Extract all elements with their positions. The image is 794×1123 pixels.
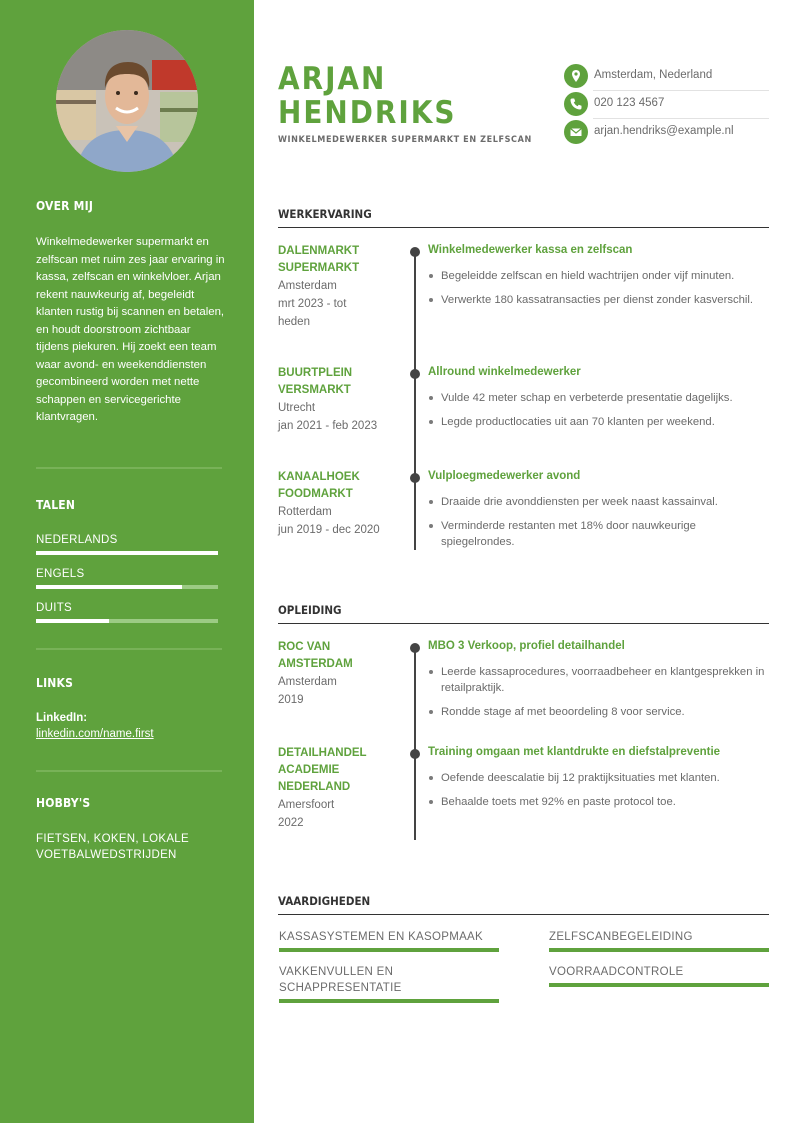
experience-meta xyxy=(278,503,398,539)
education-meta xyxy=(278,673,398,709)
skill-bar xyxy=(549,983,769,987)
education-bullet: Rondde stage af met beoordeling 8 voor service. xyxy=(441,704,771,720)
language-level-fill xyxy=(36,619,109,623)
skill-label: KASSASYSTEMEN EN KASOPMAAK xyxy=(279,931,483,943)
languages-heading: TALEN xyxy=(36,498,76,512)
timeline-dot xyxy=(410,369,420,379)
experience-period: jun 2019 - dec 2020 xyxy=(278,524,380,536)
skill-bar xyxy=(279,999,499,1003)
section-rule xyxy=(278,914,769,915)
timeline-dot xyxy=(410,473,420,483)
experience-bullet: Draaide drie avonddiensten per week naast kassainval. xyxy=(441,494,771,510)
education-bullet: Leerde kassaprocedures, voorraadbeheer en klantgesprekken in retailpraktijk. xyxy=(441,664,771,696)
experience-role: Winkelmedewerker kassa en zelfscan xyxy=(428,244,633,256)
language-name: ENGELS xyxy=(36,568,85,580)
sidebar-divider xyxy=(36,648,222,650)
contact-divider xyxy=(593,118,769,119)
phone-icon xyxy=(564,92,588,116)
org-name-line: DETAILHANDEL xyxy=(278,747,367,759)
job-title: WINKELMEDEWERKER SUPERMARKT EN ZELFSCAN xyxy=(278,135,532,145)
education-year: 2019 xyxy=(278,694,304,706)
education-heading: OPLEIDING xyxy=(278,603,342,617)
language-name: NEDERLANDS xyxy=(36,534,118,546)
language-item xyxy=(36,602,218,623)
experience-bullet: Legde productlocaties uit aan 70 klanten per weekend. xyxy=(441,414,771,430)
language-item xyxy=(36,534,218,555)
about-heading: OVER MIJ xyxy=(36,199,94,213)
email-text[interactable]: arjan.hendriks@example.nl xyxy=(594,125,734,137)
experience-period: mrt 2023 - tot xyxy=(278,298,347,310)
experience-meta xyxy=(278,277,398,331)
about-text: Winkelmedewerker supermarkt en zelfscan met ruim zes jaar ervaring in kassa, zelfscan en winkelvloer. Arjan rekent nauwkeurig af, begeleidt klanten rustig bij scannen en betalen, en houdt doorstroom zichtbaar tijdens piekuren. Hij zoekt een team waar avond- en weekenddiensten gecombineerd worden met nette schappen en servicegerichte klantvragen. xyxy=(36,236,225,423)
org-name-line: BUURTPLEIN xyxy=(278,367,353,379)
contact-email xyxy=(564,120,769,144)
education-title: Training omgaan met klantdrukte en diefstalpreventie xyxy=(428,746,721,758)
language-level-bar xyxy=(36,619,218,623)
linkedin-link[interactable]: linkedin.com/name.first xyxy=(36,728,154,740)
experience-org xyxy=(278,243,398,277)
org-name-line: SUPERMARKT xyxy=(278,262,360,274)
profile-photo xyxy=(56,30,198,172)
skill-item xyxy=(549,929,769,945)
skill-bar xyxy=(549,948,769,952)
sidebar-divider xyxy=(36,770,222,772)
skill-item xyxy=(279,964,479,996)
skill-label: ZELFSCANBEGELEIDING xyxy=(549,931,693,943)
sidebar-divider xyxy=(36,467,222,469)
linkedin-label: LinkedIn: xyxy=(36,712,88,724)
language-level-bar xyxy=(36,551,218,555)
language-item xyxy=(36,568,218,589)
org-name-line: AMSTERDAM xyxy=(278,658,353,670)
contact-phone xyxy=(564,92,769,116)
skill-bar xyxy=(279,948,499,952)
language-level-bar xyxy=(36,585,218,589)
education-org xyxy=(278,639,398,673)
sidebar xyxy=(0,0,254,1123)
experience-period: heden xyxy=(278,316,310,328)
education-city: Amsterdam xyxy=(278,676,337,688)
language-name: DUITS xyxy=(36,602,72,614)
hobbies-text: FIETSEN, KOKEN, LOKALE VOETBALWEDSTRIJDEN xyxy=(36,833,189,861)
links-heading: LINKS xyxy=(36,676,74,690)
skill-item xyxy=(279,929,499,945)
org-name-line: NEDERLAND xyxy=(278,781,351,793)
experience-bullet: Vulde 42 meter schap en verbeterde presentatie dagelijks. xyxy=(441,390,771,406)
experience-period: jan 2021 - feb 2023 xyxy=(278,420,378,432)
org-name-line: KANAALHOEK xyxy=(278,471,360,483)
experience-city: Utrecht xyxy=(278,402,316,414)
contact-divider xyxy=(593,90,769,91)
timeline-dot xyxy=(410,247,420,257)
experience-org xyxy=(278,469,398,503)
experience-meta xyxy=(278,399,398,435)
experience-role: Vulploegmedewerker avond xyxy=(428,470,581,482)
contact-location xyxy=(564,64,769,88)
language-level-fill xyxy=(36,551,218,555)
org-name-line: FOODMARKT xyxy=(278,488,353,500)
org-name-line: ROC VAN xyxy=(278,641,331,653)
experience-bullet: Verwerkte 180 kassatransacties per dienst zonder kasverschil. xyxy=(441,292,771,308)
org-name-line: DALENMARKT xyxy=(278,245,360,257)
skills-heading: VAARDIGHEDEN xyxy=(278,894,371,908)
education-year: 2022 xyxy=(278,817,304,829)
timeline-dot xyxy=(410,749,420,759)
first-name: ARJAN xyxy=(278,61,387,97)
education-bullet: Behaalde toets met 92% en paste protocol toe. xyxy=(441,794,771,810)
section-rule xyxy=(278,623,769,624)
experience-bullet: Verminderde restanten met 18% door nauwkeurige spiegelrondes. xyxy=(441,518,771,550)
skill-label: VOORRAADCONTROLE xyxy=(549,966,684,978)
experience-timeline xyxy=(414,250,416,550)
last-name: HENDRIKS xyxy=(278,95,457,131)
education-timeline xyxy=(414,646,416,840)
location-text: Amsterdam, Nederland xyxy=(594,69,713,81)
experience-city: Amsterdam xyxy=(278,280,337,292)
education-city: Amersfoort xyxy=(278,799,335,811)
timeline-dot xyxy=(410,643,420,653)
envelope-icon xyxy=(564,120,588,144)
hobbies-heading: HOBBY'S xyxy=(36,796,91,810)
skill-label: VAKKENVULLEN EN SCHAPPRESENTATIE xyxy=(279,966,402,994)
section-rule xyxy=(278,227,769,228)
experience-org xyxy=(278,365,398,399)
location-pin-icon xyxy=(564,64,588,88)
education-meta xyxy=(278,796,398,832)
skill-item xyxy=(549,964,769,980)
education-title: MBO 3 Verkoop, profiel detailhandel xyxy=(428,640,625,652)
experience-bullet: Begeleidde zelfscan en hield wachtrijen onder vijf minuten. xyxy=(441,268,771,284)
org-name-line: VERSMARKT xyxy=(278,384,351,396)
experience-heading: WERKERVARING xyxy=(278,207,372,221)
language-level-fill xyxy=(36,585,182,589)
experience-city: Rotterdam xyxy=(278,506,332,518)
phone-text: 020 123 4567 xyxy=(594,97,665,109)
education-bullet: Oefende deescalatie bij 12 praktijksituaties met klanten. xyxy=(441,770,771,786)
education-org xyxy=(278,745,398,796)
org-name-line: ACADEMIE xyxy=(278,764,340,776)
experience-role: Allround winkelmedewerker xyxy=(428,366,581,378)
